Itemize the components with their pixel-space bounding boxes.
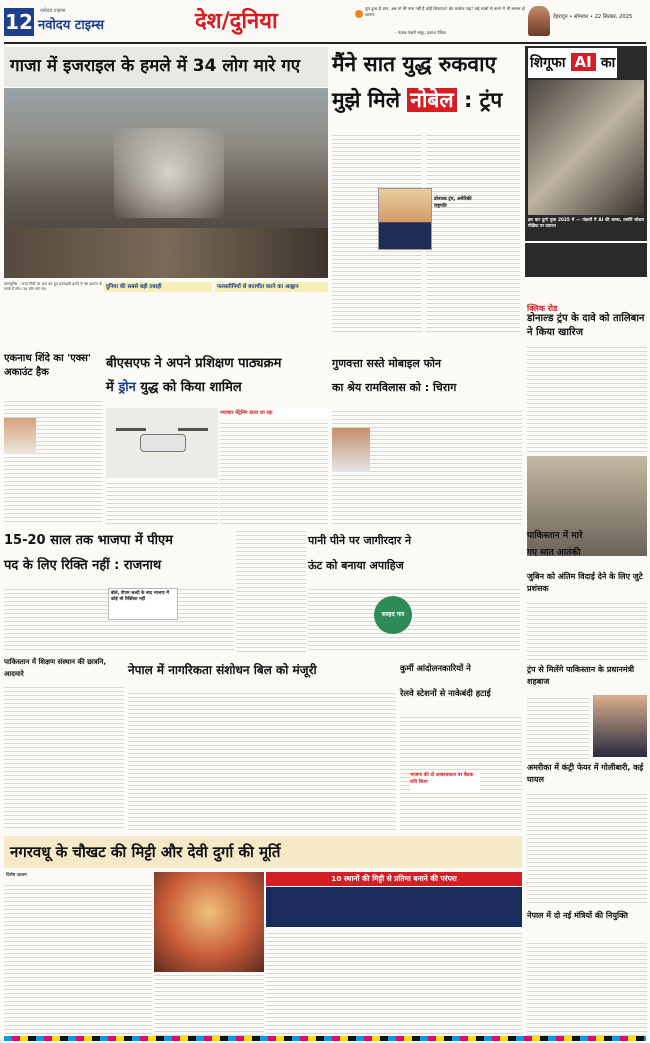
gaza-headline: गाजा में इजराइल के हमले में 34 लोग मारे गए: [10, 56, 301, 76]
sidebar-photo-2: [593, 695, 647, 757]
rajnath-headline-line2: पद के लिए रिक्ति नहीं : राजनाथ: [4, 558, 162, 573]
durga-byline: विशेष आलम: [6, 873, 27, 878]
drone-rotor-left: [116, 428, 146, 431]
trump-headline-post: : ट्रंप: [463, 88, 503, 112]
paswan-headline-line2: का श्रेय रामविलास को : चिराग: [332, 381, 457, 394]
camel-sticker-text: सरहद पार: [381, 611, 405, 618]
rajnath-headline-line1: 15-20 साल तक भाजपा में पीएम: [4, 533, 173, 548]
pak-kill-headline: [527, 528, 647, 568]
paper-small-name: नवोदय टाइम्स: [40, 8, 66, 14]
pak-kill-headline-line2: गए सात आतंकी: [527, 548, 581, 558]
bsf-headline-post: युद्ध को किया शामिल: [140, 380, 242, 395]
durga-banner: [266, 872, 522, 886]
paswan-headline-line1: गुणवत्ता सस्ते मोबाइल फोन: [332, 357, 442, 370]
shigufa-box: [525, 46, 647, 241]
sidebar-story4-body: [527, 791, 647, 903]
bsf-headline-highlight: ड्रोन: [118, 380, 136, 395]
shigufa-ka: का: [600, 55, 616, 71]
promo-portrait: [528, 6, 550, 36]
sidebar-story2-headline: जुबिन को अंतिम विदाई देने के लिए जुटे प्रशंसक: [527, 572, 643, 593]
sidebar-story2-body: [527, 600, 647, 660]
trump-headline: [332, 46, 522, 126]
shinde-headline: एकनाथ शिंदे का 'एक्स' अकाउंट हैक: [4, 353, 91, 378]
camel-body: [308, 586, 520, 652]
durga-headline-bar: [4, 836, 522, 868]
durga-banner-text: 10 स्थानों की मिट्टी से प्रतिमा बनाने की परंपरा: [331, 874, 457, 883]
pak-edu-body: [4, 684, 124, 830]
bsf-body-2: [106, 480, 218, 524]
durga-photo: [154, 872, 264, 972]
kurmi-headline-line1: कुर्मी आंदोलनकारियों ने: [400, 663, 471, 673]
gaza-sub1: दुनिया की सबसे बड़ी तबाही: [106, 284, 162, 290]
sidebar-story5-headline: नेपाल में दो नई मंत्रियों की नियुक्ति: [527, 911, 628, 920]
gaza-caption: खानयूनिस : गाजा सिटी पर हवा बम हुए इजराइली हमले में नष्ट इमारत के मलबे में लोग। 34 लोग मारे गए।: [4, 282, 102, 292]
nepal-headline: नेपाल में नागरिकता संशोधन बिल को मंजूरी: [128, 663, 317, 677]
kurmi-headline: [400, 656, 522, 710]
masthead-rule: [4, 42, 646, 44]
shigufa-text: इस बार दुर्गा पूजा 2025 में — पंडालों में AI की चमक, तस्वीरें सोशल मीडिया पर वायरल: [528, 217, 644, 228]
paper-name: नवोदय टाइम्स: [38, 18, 105, 33]
kurmi-tag-box: [410, 772, 480, 792]
promo-sub: - पंजाब केसरी समूह, प्रकाश वैदिक: [395, 30, 446, 35]
rajnath-headline: [4, 528, 234, 582]
drone-body: [140, 434, 186, 452]
bsf-headline-line2: [106, 376, 328, 400]
trump-headline-line2: [332, 82, 522, 118]
shigufa-word: शिगूफा: [530, 55, 566, 71]
durga-headline: नगरवधू के चौखट की मिट्टी और देवी दुर्गा की मूर्ति: [10, 843, 281, 861]
camel-headline: [308, 528, 520, 582]
click-label: [527, 296, 587, 313]
bsf-body: [220, 420, 328, 524]
bsf-tag-text: नयाचार मेंट्रेनिंग डाला जा रहा: [220, 410, 273, 416]
ai-badge: AI: [571, 53, 596, 71]
drone-rotor-right: [178, 428, 208, 431]
promo-icon: [355, 10, 363, 18]
pak-edu-headline: पाकिस्तान में शिक्षण संस्थान की छात्रनि, आदमारे: [4, 658, 107, 678]
rajnath-photo-caption: बोले, पीएम जल्दी के बाद भाजपा में कोई भी रिक्तिया नहीं: [111, 591, 169, 602]
paswan-headline: [332, 352, 522, 404]
sidebar-story1-body: [527, 344, 647, 454]
kurmi-headline-line2: रेलवे स्टेशनों से नाकेबंदी हटाई: [400, 688, 491, 698]
registration-bar: [4, 1036, 646, 1041]
shinde-body: [4, 398, 102, 524]
trump-headline-line1: मैंने सात युद्ध रुकवाए: [332, 52, 497, 76]
camel-headline-line2: ऊंट को बनाया अपाहिज: [308, 559, 404, 572]
click-label-text: क्लिक रोड: [527, 304, 558, 313]
shigufa-image: [528, 80, 644, 215]
trump-photo: [378, 188, 432, 250]
rajnath-photo-box: [108, 588, 178, 620]
bsf-drone-photo: [106, 408, 218, 478]
shigufa-more-text: [525, 243, 647, 277]
gaza-photo: [4, 88, 328, 278]
sidebar-story5-body: [527, 940, 647, 1036]
bsf-tag: [220, 408, 328, 418]
gaza-sub2-box: [215, 282, 328, 292]
rajnath-aside: [236, 528, 306, 652]
sidebar-story3-headline: ट्रंप से मिलेंगे पाकिस्तान के प्रधानमंत्री शहबाज: [527, 665, 635, 686]
pak-kill-headline-line1: पाकिस्तान में मारे: [527, 531, 583, 541]
promo-box: [355, 6, 525, 40]
gaza-headline-bar: [4, 47, 328, 87]
sidebar-story1-headline: डोनाल्ड ट्रंप के दावे को तालिबान ने किया खारिज: [527, 313, 645, 338]
promo-text: पूरा हुआ है ज्ञान, अब तो मेरे पास नहीं है कोई शिकायत! ग्रेड कालेज पढ़ा! कई सालों से करने में भी सम्बल हो जाएगा: [365, 6, 525, 17]
durga-body-right: [266, 930, 522, 1038]
camel-headline-line1: पानी पीने पर जागीरदार ने: [308, 534, 412, 547]
bsf-headline-line1: बीएसएफ ने अपने प्रशिक्षण पाठ्यक्रम: [106, 356, 282, 371]
sidebar-story3-body: [527, 695, 589, 759]
durga-body-left: [4, 882, 152, 1038]
gaza-sub2: फलस्तीनियों से बातचीत करने का आह्वान: [217, 284, 299, 290]
gaza-sub1-body: [104, 294, 212, 342]
trump-headline-pre: मुझे मिले: [332, 88, 400, 112]
gaza-sub1-box: [104, 282, 212, 292]
durga-banner-sub: [266, 887, 522, 927]
camel-sticker: [374, 596, 412, 634]
trump-photo-caption: डोनाल्ड ट्रंप, अमेरिकी राष्ट्रपति: [434, 197, 472, 209]
kurmi-tag: भाजपा की दो आवश्यकता पर बैठक रात्रि किया: [410, 773, 474, 785]
gaza-smoke: [114, 128, 224, 218]
edition-date: देहरादून • सोमवार • 22 सितंबर, 2025: [553, 14, 633, 20]
shinde-photo: [4, 418, 36, 454]
section-title: देश/दुनिया: [195, 9, 278, 34]
nepal-body: [128, 690, 396, 830]
page-number-box: 12: [5, 10, 33, 34]
trump-headline-highlight: नोबेल: [407, 88, 456, 112]
gaza-rubble: [4, 228, 328, 278]
paswan-photo: [332, 428, 370, 472]
sidebar-story4-headline: अमरीका में कंट्री फेयर में गोलीबारी, कई घायल: [527, 763, 644, 784]
bsf-headline: [106, 352, 328, 404]
bsf-headline-pre: में: [106, 380, 114, 395]
shigufa-title: [528, 48, 617, 78]
